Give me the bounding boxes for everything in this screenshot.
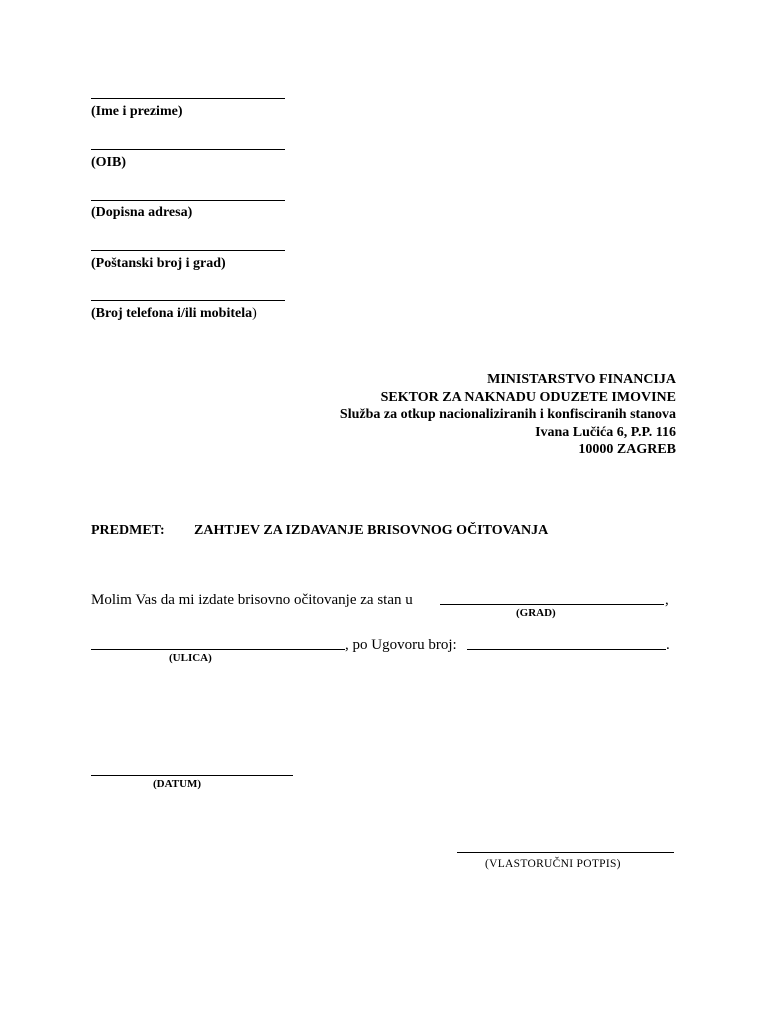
phone-line[interactable] [91, 300, 285, 301]
contract-number-line[interactable] [467, 649, 666, 650]
street-line[interactable] [91, 649, 345, 650]
name-line[interactable] [91, 98, 285, 99]
signature-caption: (VLASTORUČNI POTPIS) [485, 858, 621, 870]
request-sentence-text: Molim Vas da mi izdate brisovno očitovanje za stan u [91, 592, 413, 608]
subject-label: PREDMET: [91, 523, 165, 538]
city-comma: , [665, 592, 669, 608]
recipient-sector: SEKTOR ZA NAKNADU ODUZETE IMOVINE [380, 389, 676, 405]
address-line[interactable] [91, 200, 285, 201]
postal-line[interactable] [91, 250, 285, 251]
recipient-street: Ivana Lučića 6, P.P. 116 [535, 424, 676, 440]
date-line[interactable] [91, 775, 293, 776]
oib-line[interactable] [91, 149, 285, 150]
city-line[interactable] [440, 604, 664, 605]
oib-label [91, 155, 126, 171]
postal-label [91, 256, 226, 272]
address-label [91, 205, 192, 221]
recipient-city: 10000 ZAGREB [578, 442, 676, 457]
name-label [91, 104, 182, 120]
city-caption: (GRAD) [516, 607, 556, 619]
name-label-text: (Ime i prezime) [91, 104, 183, 119]
subject-line [91, 523, 549, 539]
recipient-block [340, 371, 676, 459]
contract-label: , po Ugovoru broj: [345, 637, 457, 653]
date-caption: (DATUM) [153, 778, 202, 790]
oib-label-text: (OIB) [91, 155, 126, 170]
subject-text: ZAHTJEV ZA IZDAVANJE BRISOVNOG OČITOVANJA [194, 523, 549, 538]
street-caption: (ULICA) [169, 652, 212, 664]
address-label-text: (Dopisna adresa) [91, 205, 193, 220]
signature-line[interactable] [457, 852, 674, 853]
recipient-ministry: MINISTARSTVO FINANCIJA [487, 372, 676, 387]
phone-label-text: (Broj telefona i/ili mobitela [91, 306, 253, 321]
phone-label [91, 306, 257, 322]
postal-label-text: (Poštanski broj i grad) [91, 256, 226, 271]
recipient-service: Služba za otkup nacionaliziranih i konfisciranih stanova [339, 407, 676, 422]
contract-period: . [666, 637, 670, 653]
request-sentence [91, 591, 413, 609]
phone-label-tail: ) [252, 306, 257, 321]
